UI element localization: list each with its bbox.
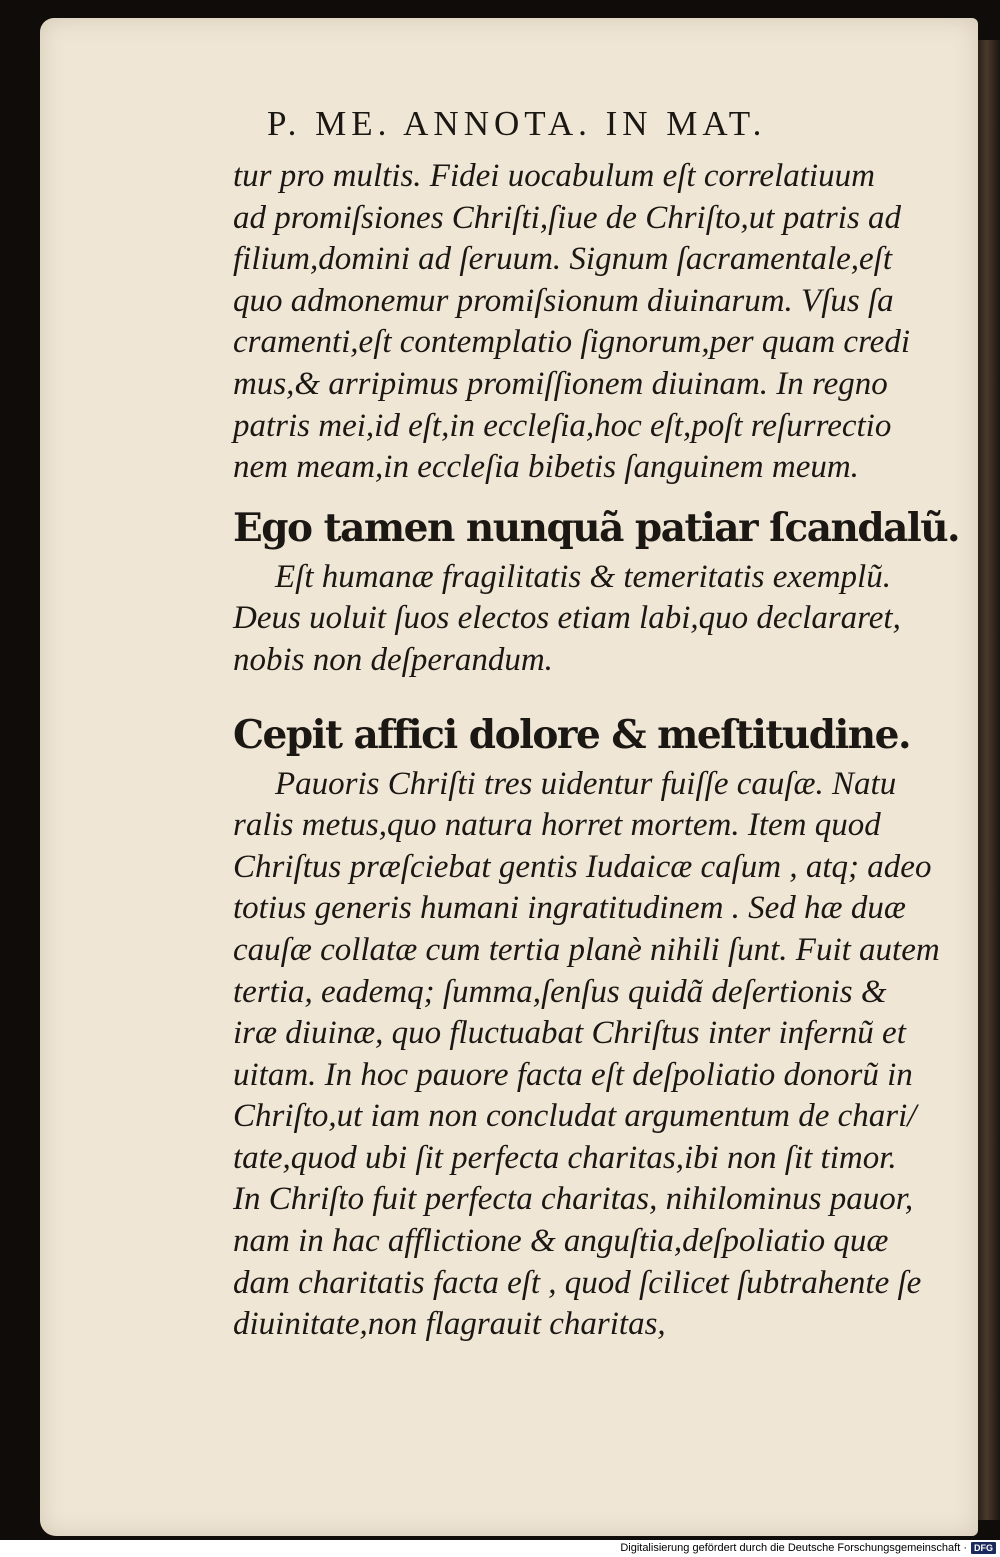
text-line: totius generis humani ingratitudinem . Sed hæ duæ	[233, 890, 906, 927]
text-line: Chriſto,ut iam non concludat argumentum de chari/	[233, 1098, 917, 1135]
footer-credit: Digitalisierung gefördert durch die Deutsche Forschungsgemeinschaft ·	[620, 1542, 967, 1554]
text-line: Eſt humanæ fragilitatis & temeritatis exemplũ.	[275, 558, 891, 595]
text-line: ad promiſsiones Chriſti,ſiue de Chriſto,ut patris ad	[233, 199, 901, 236]
section-heading: Cepit affici dolore & meſtitudine.	[233, 711, 911, 758]
spacer	[233, 682, 923, 696]
text-line: iræ diuinæ, quo fluctuabat Chriſtus inter infernũ et	[233, 1015, 906, 1052]
dfg-logo-icon: DFG	[971, 1542, 996, 1554]
text-line: ralis metus,quo natura horret mortem. Item quod	[233, 807, 881, 844]
paragraph-1	[233, 156, 923, 489]
text-line: Chriſtus præſciebat gentis Iudaicæ caſum , atq; adeo	[233, 848, 932, 885]
text-line: filium,domini ad ſeruum. Signum ſacramentale,eſt	[233, 241, 893, 278]
text-line: patris mei,id eſt,in eccleſia,hoc eſt,poſt reſurrectio	[233, 407, 892, 444]
text-line: nobis non deſperandum.	[233, 641, 553, 678]
running-head: P. ME. ANNOTA. IN MAT.	[267, 104, 767, 143]
text-line: diuinitate,non flagrauit charitas,	[233, 1306, 666, 1343]
text-line: uitam. In hoc pauore facta eſt deſpoliatio donorũ in	[233, 1056, 913, 1093]
text-line: Deus uoluit ſuos electos etiam labi,quo declararet,	[233, 600, 901, 637]
paragraph-3	[233, 764, 940, 1346]
text-block	[233, 96, 960, 1346]
text-line: In Chriſto fuit perfecta charitas, nihilominus pauor,	[233, 1181, 914, 1218]
digitization-footer	[0, 1540, 1000, 1557]
text-line: mus,& arripimus promiſſionem diuinam. In regno	[233, 365, 888, 402]
text-line: nam in hac afflictione & anguſtia,deſpoliatio quæ	[233, 1223, 889, 1260]
text-line: tate,quod ubi ſit perfecta charitas,ibi non ſit timor.	[233, 1139, 897, 1176]
text-line: quo admonemur promiſsionum diuinarum. Vſus ſa	[233, 282, 894, 319]
text-line: cauſæ collatæ cum tertia planè nihili ſunt. Fuit autem	[233, 931, 940, 968]
text-line: Pauoris Chriſti tres uidentur fuiſſe cauſæ. Natu	[275, 765, 897, 802]
text-line: tertia, eademq; ſumma,ſenſus quidã deſertionis &	[233, 973, 887, 1010]
text-line: dam charitatis facta eſt , quod ſcilicet ſubtrahente ſe	[233, 1264, 922, 1301]
page-edge	[978, 40, 1000, 1520]
section-heading: Ego tamen nunquã patiar ſcandalũ.	[233, 504, 960, 551]
paragraph-2	[233, 557, 923, 682]
text-line: nem meam,in eccleſia bibetis ſanguinem meum.	[233, 449, 859, 486]
text-line: tur pro multis. Fidei uocabulum eſt correlatiuum	[233, 158, 875, 194]
text-line: cramenti,eſt contemplatio ſignorum,per quam credi	[233, 324, 910, 361]
